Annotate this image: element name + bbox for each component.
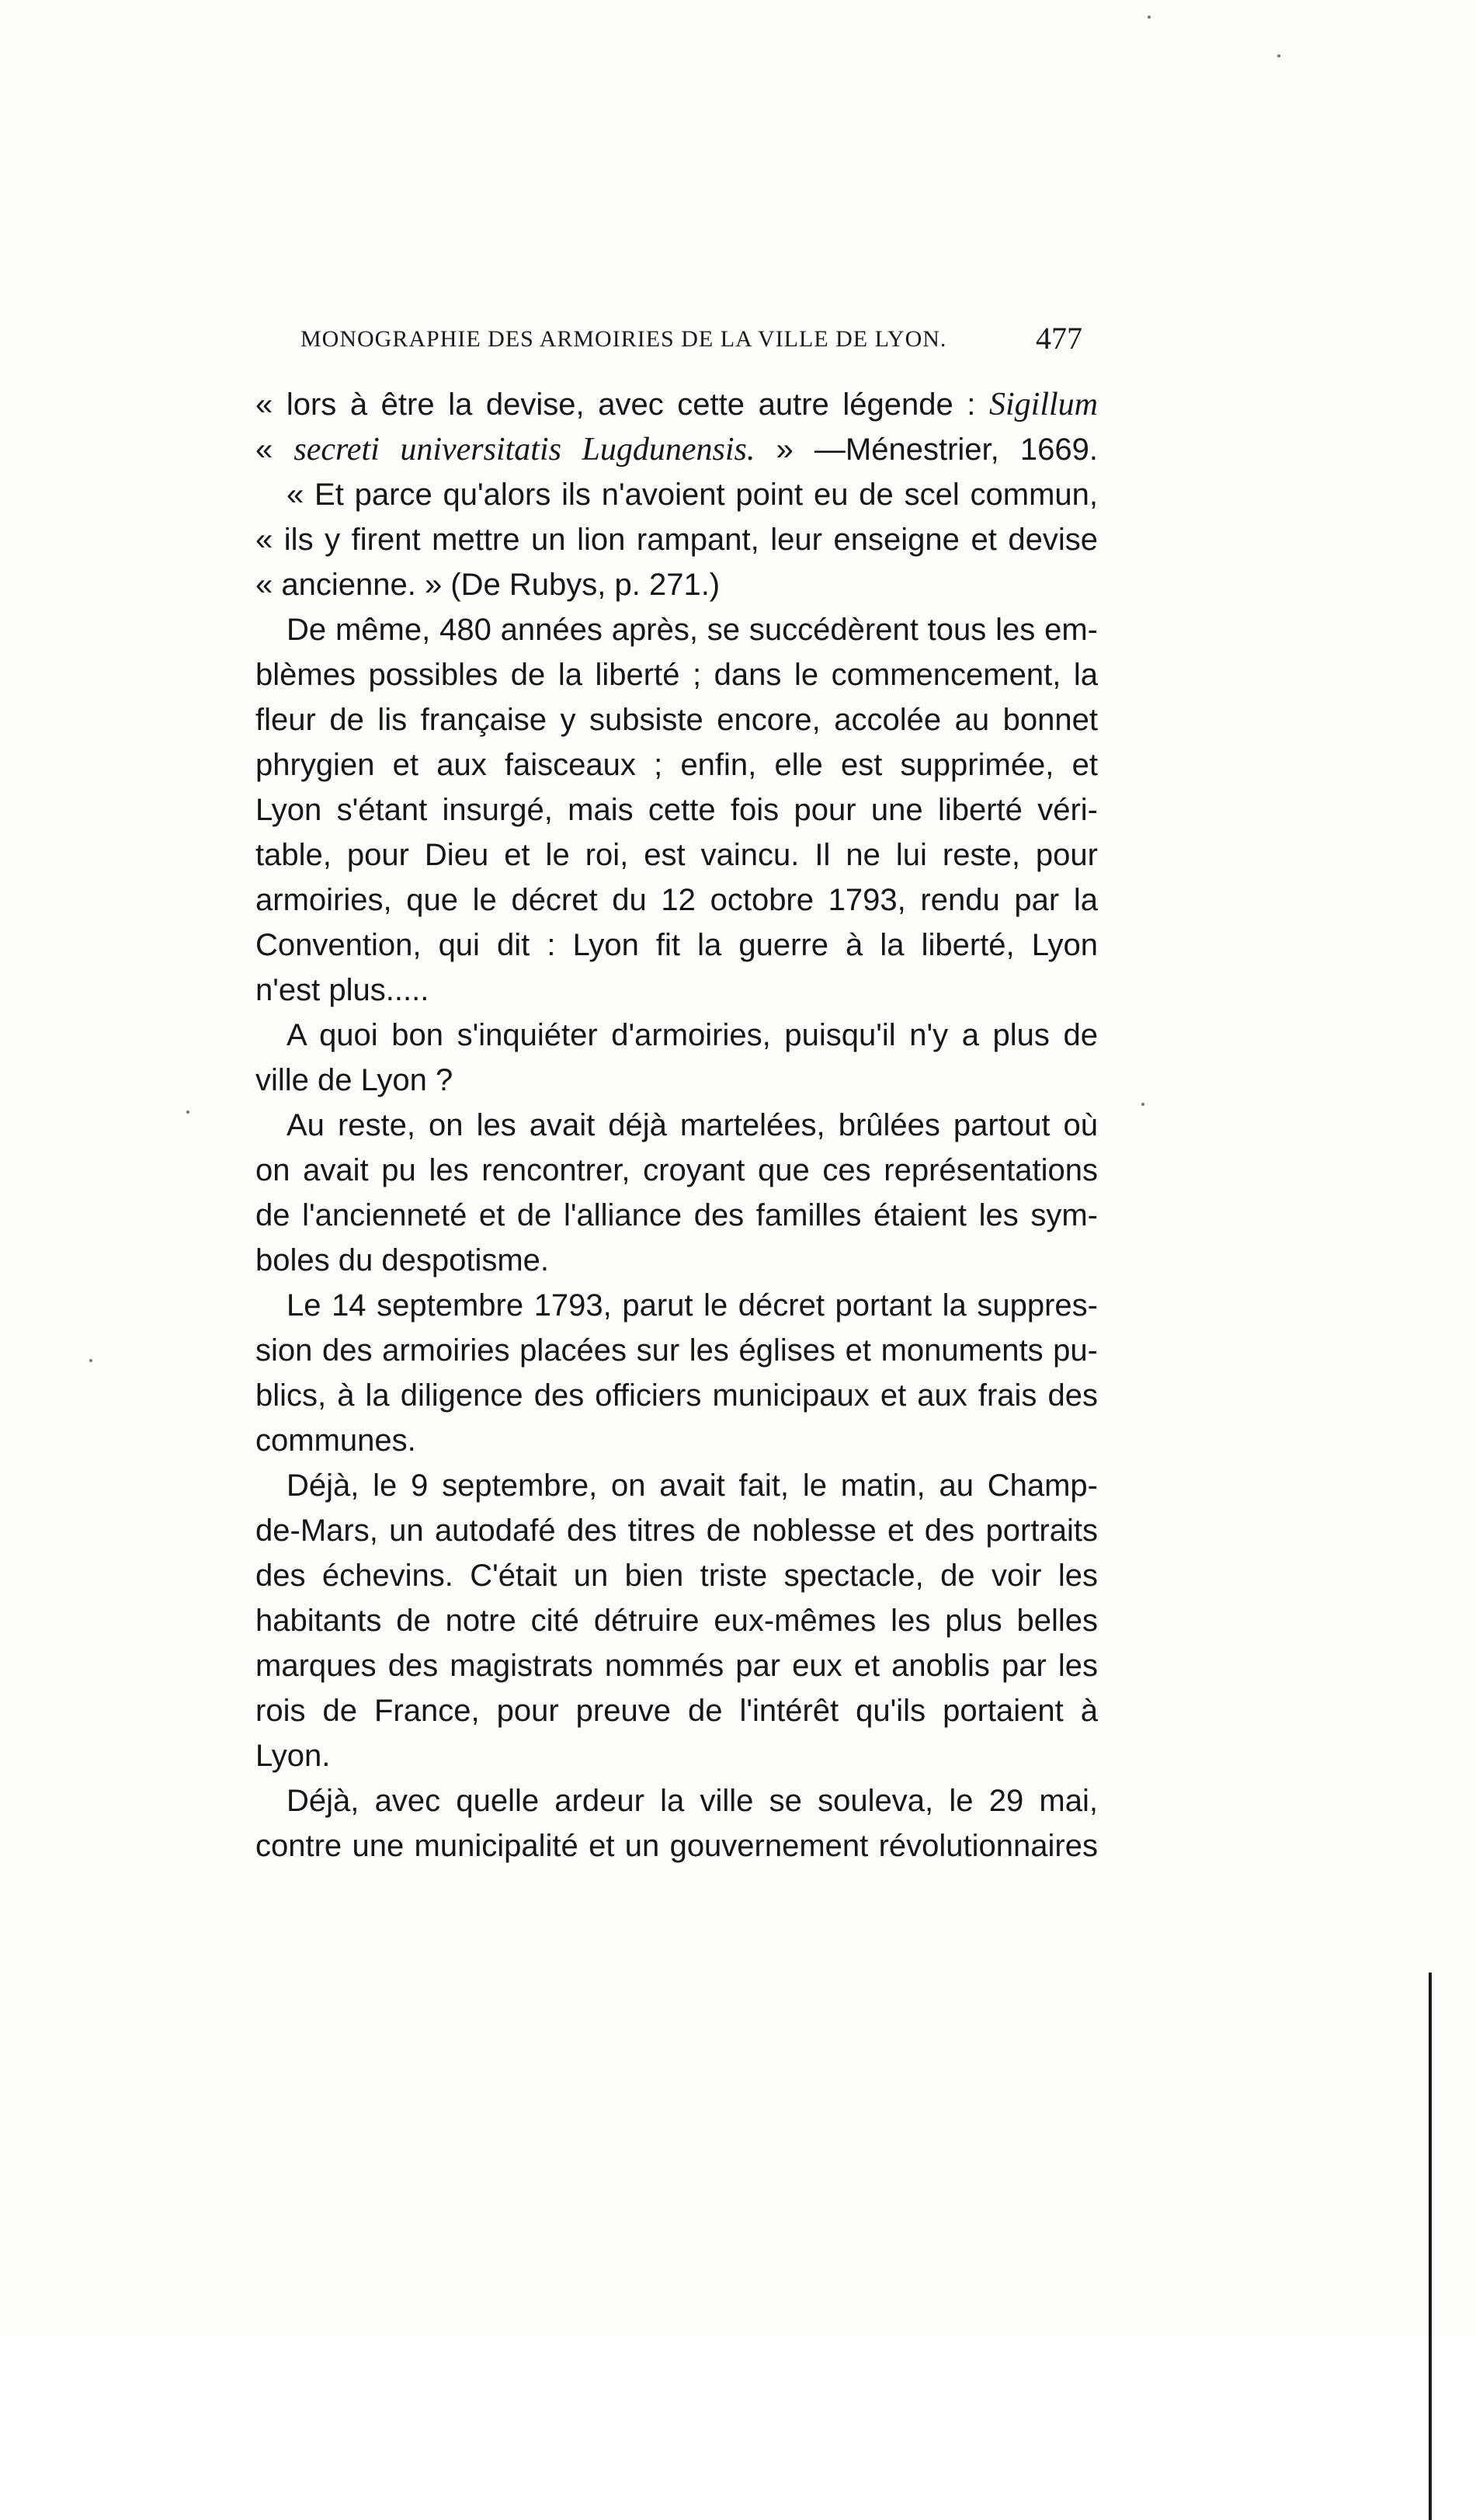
- text-line: ville de Lyon ?: [255, 1063, 453, 1097]
- text-line: habitants de notre cité détruire eux-mêmes les plus belles: [255, 1604, 1098, 1638]
- text-line: table, pour Dieu et le roi, est vaincu. Il ne lui reste, pour: [255, 838, 1098, 872]
- text-line: De même, 480 années après, se succédèrent tous les em-: [287, 613, 1098, 647]
- text-line: sion des armoiries placées sur les églises et monuments pu-: [255, 1333, 1098, 1368]
- text-line: « ancienne. » (De Rubys, p. 271.): [255, 568, 721, 602]
- text-line: Déjà, le 9 septembre, on avait fait, le matin, au Champ-: [287, 1469, 1098, 1503]
- text-line: phrygien et aux faisceaux ; enfin, elle est supprimée, et: [255, 748, 1098, 782]
- text-line: n'est plus.....: [255, 973, 429, 1007]
- scan-edge-line: [1429, 1973, 1432, 2520]
- text-line: de l'ancienneté et de l'alliance des familles étaient les sym-: [255, 1198, 1098, 1232]
- page-number: 477: [1036, 321, 1082, 356]
- scan-speck: [1277, 54, 1280, 57]
- scan-speck: [1148, 16, 1151, 19]
- scan-speck: [186, 1111, 189, 1114]
- running-head: MONOGRAPHIE DES ARMOIRIES DE LA VILLE DE LYON.: [300, 326, 947, 352]
- text-line: Lyon.: [255, 1739, 331, 1773]
- text-line: armoiries, que le décret du 12 octobre 1793, rendu par la: [255, 883, 1098, 917]
- text-line: des échevins. C'était un bien triste spectacle, de voir les: [255, 1559, 1098, 1593]
- text-line: A quoi bon s'inquiéter d'armoiries, puisqu'il n'y a plus de: [287, 1018, 1098, 1052]
- text-line: « lors à être la devise, avec cette autre légende : Sigillum: [255, 387, 1098, 422]
- text-line: « Et parce qu'alors ils n'avoient point eu de scel commun,: [287, 478, 1098, 512]
- text-line: « ils y firent mettre un lion rampant, leur enseigne et devise: [255, 523, 1098, 557]
- scan-speck: [89, 1359, 92, 1362]
- text-line: communes.: [255, 1423, 416, 1458]
- text-line: rois de France, pour preuve de l'intérêt qu'ils portaient à: [255, 1694, 1098, 1728]
- text-line: boles du despotisme.: [255, 1243, 550, 1277]
- text-line: Le 14 septembre 1793, parut le décret portant la suppres-: [287, 1288, 1098, 1323]
- scan-speck: [1141, 1103, 1144, 1106]
- text-line: contre une municipalité et un gouvernement révolutionnaires: [255, 1829, 1098, 1863]
- text-line: on avait pu les rencontrer, croyant que ces représentations: [255, 1153, 1098, 1187]
- page-header: [255, 320, 1098, 363]
- text-line: Convention, qui dit : Lyon fit la guerre à la liberté, Lyon: [255, 928, 1098, 962]
- text-line: marques des magistrats nommés par eux et anoblis par les: [255, 1649, 1098, 1683]
- text-line: Lyon s'étant insurgé, mais cette fois pour une liberté véri-: [255, 793, 1098, 827]
- text-line: Déjà, avec quelle ardeur la ville se souleva, le 29 mai,: [287, 1784, 1098, 1818]
- text-line: blèmes possibles de la liberté ; dans le commencement, la: [255, 658, 1098, 692]
- text-line: Au reste, on les avait déjà martelées, brûlées partout où: [287, 1108, 1098, 1142]
- text-line: de-Mars, un autodafé des titres de noblesse et des portraits: [255, 1514, 1098, 1548]
- text-line: fleur de lis française y subsiste encore, accolée au bonnet: [255, 703, 1098, 737]
- text-line: blics, à la diligence des officiers municipaux et aux frais des: [255, 1378, 1098, 1413]
- text-line: « secreti universitatis Lugdunensis. » —Ménestrier, 1669.: [255, 432, 1098, 468]
